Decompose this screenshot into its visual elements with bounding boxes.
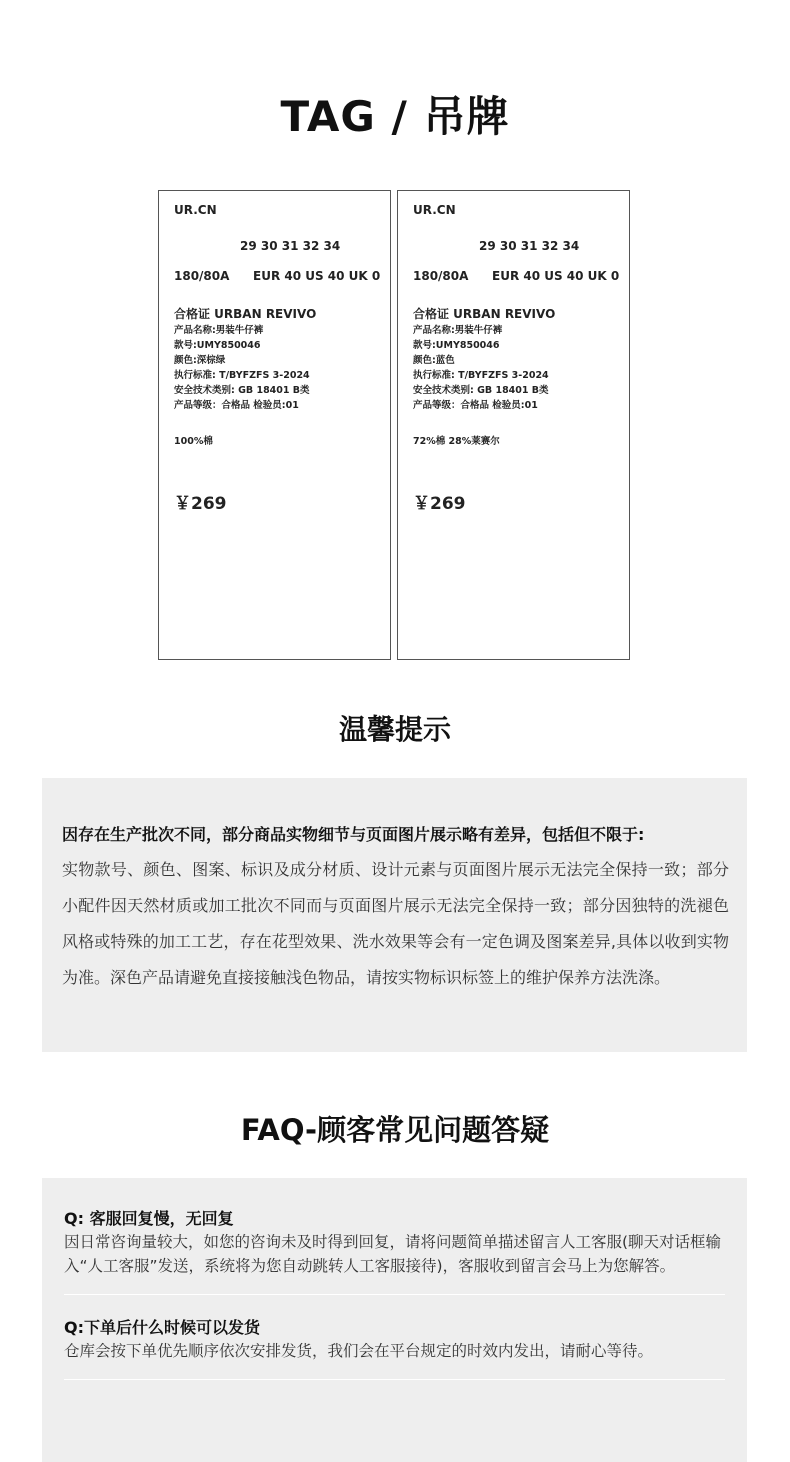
tag-style-number: 款号:UMY850046	[413, 340, 500, 351]
tag-material: 72%棉 28%莱赛尔	[413, 436, 500, 447]
hang-tag-card	[158, 190, 391, 660]
tag-waist-sizes: 29 30 31 32 34	[240, 239, 341, 253]
tag-size-intl: EUR 40 US 40 UK 0	[253, 269, 381, 283]
tag-size-asia: 180/80A	[174, 269, 230, 283]
tag-safety-category: 安全技术类别: GB 18401 B类	[174, 385, 310, 396]
tag-standard: 执行标准: T/BYFZFS 3-2024	[174, 370, 310, 381]
tag-price: ￥269	[174, 494, 227, 514]
tag-safety-category: 安全技术类别: GB 18401 B类	[413, 385, 549, 396]
tag-brand: UR.CN	[174, 203, 217, 217]
tag-grade: 产品等级：合格品 检验员:01	[413, 400, 538, 411]
tag-size-intl: EUR 40 US 40 UK 0	[492, 269, 620, 283]
tag-section-title: TAG / 吊牌	[280, 92, 510, 141]
tag-brand: UR.CN	[413, 203, 456, 217]
faq-item	[64, 1208, 725, 1295]
faq-question: Q:下单后什么时候可以发货	[64, 1318, 261, 1337]
faq-section-title: FAQ-顾客常见问题答疑	[240, 1113, 550, 1147]
faq-box	[42, 1178, 747, 1462]
tag-waist-sizes: 29 30 31 32 34	[479, 239, 580, 253]
tag-certificate: 合格证 URBAN REVIVO	[413, 307, 556, 321]
tag-style-number: 款号:UMY850046	[174, 340, 261, 351]
tag-price: ￥269	[413, 494, 466, 514]
faq-item	[64, 1317, 725, 1380]
tip-lead-text: 因存在生产批次不同，部分商品实物细节与页面图片展示略有差异，包括但不限于:	[62, 825, 645, 844]
tag-grade: 产品等级：合格品 检验员:01	[174, 400, 299, 411]
tag-material: 100%棉	[174, 436, 213, 447]
tip-box	[42, 778, 747, 1052]
tag-product-name: 产品名称:男装牛仔裤	[174, 325, 264, 336]
tag-size-asia: 180/80A	[413, 269, 469, 283]
tip-section-title: 温馨提示	[338, 713, 451, 746]
tag-standard: 执行标准: T/BYFZFS 3-2024	[413, 370, 549, 381]
tag-color: 颜色:蓝色	[413, 355, 455, 366]
tag-product-name: 产品名称:男装牛仔裤	[413, 325, 503, 336]
tip-body-text: 实物款号、颜色、图案、标识及成分材质、设计元素与页面图片展示无法完全保持一致；部分小配件因天然材质或加工批次不同而与页面图片展示无法完全保持一致；部分因独特的洗褪色风格或特殊的加工工艺，存在花型效果、洗水效果等会有一定色调及图案差异,具体以收到实物为准。深色产品请避免直接接触浅色物品，请按实物标识标签上的维护保养方法洗涤。	[62, 860, 729, 987]
faq-answer: 因日常咨询量较大，如您的咨询未及时得到回复，请将问题简单描述留言人工客服(聊天对话框输入“人工客服”发送，系统将为您自动跳转人工客服接待)，客服收到留言会马上为您解答。	[64, 1233, 722, 1275]
faq-question: Q: 客服回复慢，无回复	[64, 1209, 234, 1228]
hang-tag-card	[397, 190, 630, 660]
tag-certificate: 合格证 URBAN REVIVO	[174, 307, 317, 321]
faq-answer: 仓库会按下单优先顺序依次安排发货，我们会在平台规定的时效内发出，请耐心等待。	[64, 1342, 654, 1360]
tag-color: 颜色:深棕绿	[174, 355, 226, 366]
